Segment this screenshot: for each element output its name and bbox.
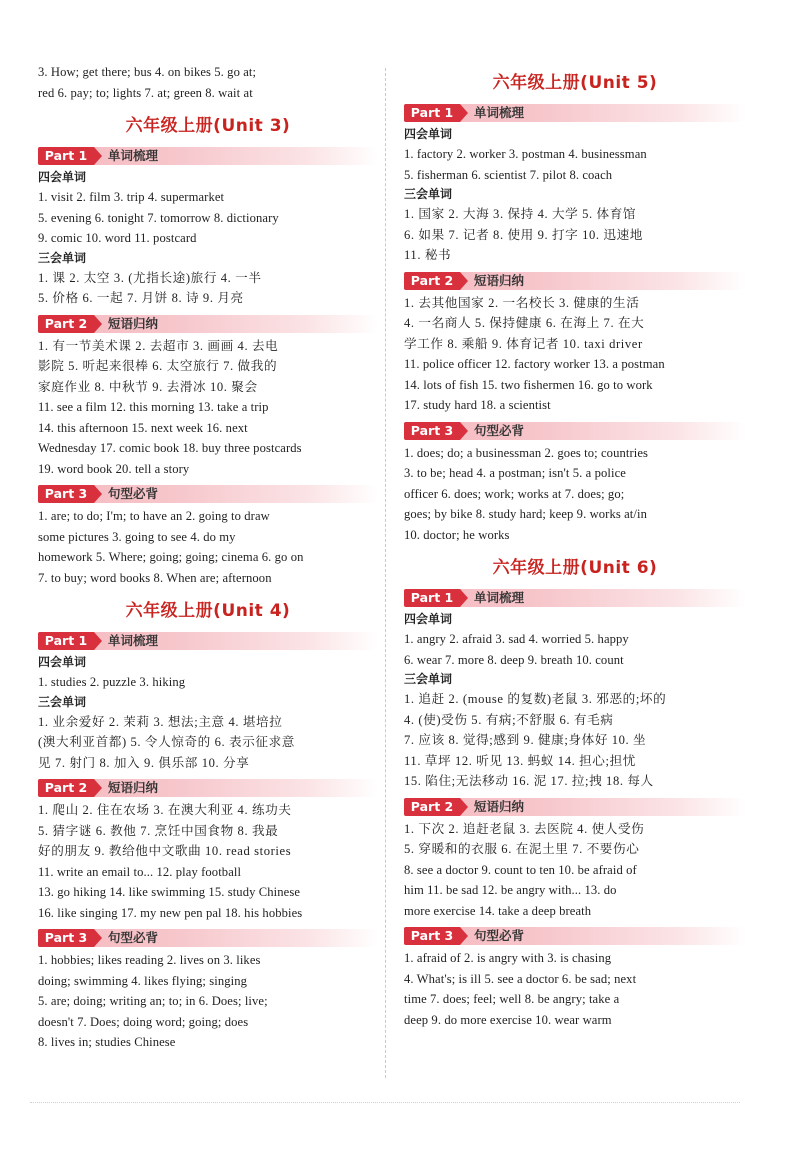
- text-line: 1. 业余爱好 2. 茉莉 3. 想法;主意 4. 堪培拉: [38, 714, 283, 729]
- unit-6-part-1-header: [404, 589, 746, 607]
- text-line: some pictures 3. going to see 4. do my: [38, 529, 236, 544]
- text-line: 11. police officer 12. factory worker 13. a postman: [404, 357, 665, 371]
- part-title: 句型必背: [108, 486, 159, 501]
- text-line: 8. lives in; studies Chinese: [38, 1035, 176, 1049]
- unit-4-part-3-header: [38, 929, 378, 947]
- text-line: 1. hobbies; likes reading 2. lives on 3. likes: [38, 953, 261, 967]
- text-line: 10. doctor; he works: [404, 527, 510, 542]
- text-line: 11. 秘书: [404, 248, 452, 262]
- text-line: 4. What's; is ill 5. see a doctor 6. be sad; next: [404, 971, 637, 986]
- part-title: 单词梳理: [108, 633, 159, 648]
- part-tag: Part 3: [38, 485, 94, 503]
- part-title: 单词梳理: [474, 105, 525, 120]
- text-line: red 6. pay; to; lights 7. at; green 8. wait at: [38, 85, 253, 100]
- part-tag: Part 1: [404, 104, 460, 122]
- part-title: 单词梳理: [474, 590, 525, 605]
- text-line: 6. wear 7. more 8. deep 9. breath 10. count: [404, 652, 624, 667]
- text-line: 7. 应该 8. 觉得;感到 9. 健康;身体好 10. 坐: [404, 733, 647, 747]
- unit-6-part-3-header: [404, 927, 746, 945]
- subheading: 三会单词: [38, 694, 87, 709]
- text-line: 5. fisherman 6. scientist 7. pilot 8. coach: [404, 167, 613, 182]
- text-line: time 7. does; feel; well 8. be angry; take a: [404, 992, 620, 1006]
- unit-5-title: 六年级上册(Unit 5): [492, 73, 658, 93]
- text-line: 19. word book 20. tell a story: [38, 461, 190, 476]
- part-title: 句型必背: [108, 930, 159, 945]
- page-bottom-rule: [30, 1102, 740, 1103]
- part-tag: Part 1: [38, 147, 94, 165]
- text-line: 17. study hard 18. a scientist: [404, 398, 551, 412]
- unit-3-part-2-header: [38, 315, 378, 333]
- text-line: 1. factory 2. worker 3. postman 4. businessman: [404, 147, 647, 161]
- text-line: 1. afraid of 2. is angry with 3. is chasing: [404, 951, 612, 965]
- text-line: more exercise 14. take a deep breath: [404, 903, 592, 918]
- part-title: 短语归纳: [108, 315, 159, 331]
- text-line: 15. 陷住;无法移动 16. 泥 17. 拉;拽 18. 每人: [404, 774, 654, 788]
- text-line: 4. 一名商人 5. 保持健康 6. 在海上 7. 在大: [404, 316, 645, 330]
- unit-6-title: 六年级上册(Unit 6): [492, 558, 658, 578]
- text-line: doesn't 7. Does; doing word; going; does: [38, 1014, 249, 1029]
- text-line: 1. 有一节美术课 2. 去超市 3. 画画 4. 去电: [38, 338, 279, 353]
- right-column: [404, 62, 746, 1030]
- part-title: 短语归纳: [474, 798, 525, 814]
- part-tag: Part 1: [404, 589, 460, 607]
- text-line: goes; by bike 8. study hard; keep 9. works at/in: [404, 507, 647, 521]
- text-line: 11. write an email to... 12. play football: [38, 864, 242, 879]
- part-tag: Part 3: [404, 927, 460, 945]
- text-line: 1. angry 2. afraid 3. sad 4. worried 5. happy: [404, 632, 629, 646]
- text-line: 1. 追赶 2. (mouse 的复数)老鼠 3. 邪恶的;坏的: [404, 692, 667, 706]
- text-line: 5. 猜字谜 6. 教他 7. 烹饪中国食物 8. 我最: [38, 823, 279, 838]
- part-title: 句型必背: [474, 422, 525, 438]
- text-line: 1. 爬山 2. 住在农场 3. 在澳大利亚 4. 练功夫: [38, 803, 292, 817]
- part-tag: Part 2: [38, 315, 94, 333]
- text-line: 3. to be; head 4. a postman; isn't 5. a police: [404, 466, 626, 480]
- text-line: 16. like singing 17. my new pen pal 18. his hobbies: [38, 905, 303, 920]
- subheading: 四会单词: [38, 655, 87, 669]
- text-line: 3. How; get there; bus 4. on bikes 5. go at;: [38, 65, 257, 79]
- part-tag: Part 2: [404, 798, 460, 816]
- part-tag: Part 3: [404, 422, 460, 440]
- text-line: 9. comic 10. word 11. postcard: [38, 231, 197, 245]
- subheading: 三会单词: [404, 672, 453, 686]
- text-line: 11. 草坪 12. 听见 13. 蚂蚁 14. 担心;担忧: [404, 753, 636, 768]
- unit-3-part-3-header: [38, 485, 378, 503]
- text-line: 影院 5. 听起来很棒 6. 太空旅行 7. 做我的: [38, 359, 278, 373]
- unit-4-part-2-header: [38, 779, 378, 797]
- text-line: 5. 穿暖和的衣服 6. 在泥土里 7. 不要伤心: [404, 842, 640, 856]
- part-tag: Part 1: [38, 632, 94, 650]
- part-tag: Part 2: [38, 779, 94, 797]
- text-line: (澳大利亚首都) 5. 令人惊奇的 6. 表示征求意: [38, 735, 295, 749]
- left-column: [38, 62, 378, 1053]
- text-line: 14. lots of fish 15. two fishermen 16. go to work: [404, 377, 653, 392]
- text-line: 1. 国家 2. 大海 3. 保持 4. 大学 5. 体育馆: [404, 207, 637, 221]
- part-title: 短语归纳: [108, 780, 159, 795]
- text-line: 6. 如果 7. 记者 8. 使用 9. 打字 10. 迅速地: [404, 227, 643, 242]
- text-line: 1. visit 2. film 3. trip 4. supermarket: [38, 190, 225, 204]
- text-line: 13. go hiking 14. like swimming 15. study Chinese: [38, 885, 301, 899]
- unit-3-part-1-header: [38, 147, 378, 165]
- intro-block: [38, 62, 378, 103]
- text-line: 见 7. 射门 8. 加入 9. 俱乐部 10. 分享: [38, 755, 250, 770]
- text-line: 好的朋友 9. 教给他中文歌曲 10. read stories: [38, 844, 292, 858]
- text-line: 1. 下次 2. 追赶老鼠 3. 去医院 4. 使人受伤: [404, 821, 645, 836]
- text-line: 7. to buy; word books 8. When are; afternoon: [38, 570, 272, 585]
- text-line: 8. see a doctor 9. count to ten 10. be afraid of: [404, 862, 637, 877]
- text-line: 学工作 8. 乘船 9. 体育记者 10. taxi driver: [404, 336, 643, 351]
- text-line: him 11. be sad 12. be angry with... 13. do: [404, 883, 617, 897]
- subheading: 三会单词: [404, 187, 453, 201]
- subheading: 三会单词: [38, 250, 87, 265]
- text-line: Wednesday 17. comic book 18. buy three postcards: [38, 441, 302, 455]
- part-tag: Part 2: [404, 272, 460, 290]
- text-line: 1. 去其他国家 2. 一名校长 3. 健康的生活: [404, 295, 640, 310]
- text-line: deep 9. do more exercise 10. wear warm: [404, 1012, 612, 1027]
- subheading: 四会单词: [404, 612, 453, 626]
- text-line: 1. 课 2. 太空 3. (尤指长途)旅行 4. 一半: [38, 270, 262, 285]
- text-line: doing; swimming 4. likes flying; singing: [38, 973, 248, 988]
- text-line: 1. are; to do; I'm; to have an 2. going to draw: [38, 509, 270, 523]
- text-line: 1. does; do; a businessman 2. goes to; countries: [404, 445, 649, 460]
- text-line: 5. are; doing; writing an; to; in 6. Does; live;: [38, 994, 268, 1008]
- column-divider: [385, 68, 386, 1078]
- unit-5-part-1-header: [404, 104, 746, 122]
- subheading: 四会单词: [38, 170, 87, 184]
- text-line: 4. (使)受伤 5. 有病;不舒服 6. 有毛病: [404, 712, 614, 727]
- subheading: 四会单词: [404, 127, 453, 141]
- unit-5-part-2-header: [404, 272, 746, 290]
- unit-4-title: 六年级上册(Unit 4): [125, 601, 291, 621]
- part-tag: Part 3: [38, 929, 94, 947]
- part-title: 短语归纳: [474, 272, 525, 288]
- text-line: officer 6. does; work; works at 7. does; go;: [404, 486, 625, 501]
- text-line: 5. 价格 6. 一起 7. 月饼 8. 诗 9. 月亮: [38, 291, 244, 305]
- unit-6-part-2-header: [404, 798, 746, 816]
- unit-4-part-1-header: [38, 632, 378, 650]
- unit-3-title: 六年级上册(Unit 3): [125, 116, 291, 136]
- text-line: 14. this afternoon 15. next week 16. next: [38, 420, 248, 435]
- text-line: 1. studies 2. puzzle 3. hiking: [38, 675, 186, 689]
- text-line: 11. see a film 12. this morning 13. take a trip: [38, 400, 269, 414]
- part-title: 句型必背: [474, 928, 525, 943]
- text-line: 5. evening 6. tonight 7. tomorrow 8. dictionary: [38, 210, 279, 225]
- unit-5-part-3-header: [404, 422, 746, 440]
- part-title: 单词梳理: [108, 148, 159, 163]
- text-line: homework 5. Where; going; going; cinema 6. go on: [38, 550, 304, 564]
- text-line: 家庭作业 8. 中秋节 9. 去滑冰 10. 聚会: [38, 379, 258, 394]
